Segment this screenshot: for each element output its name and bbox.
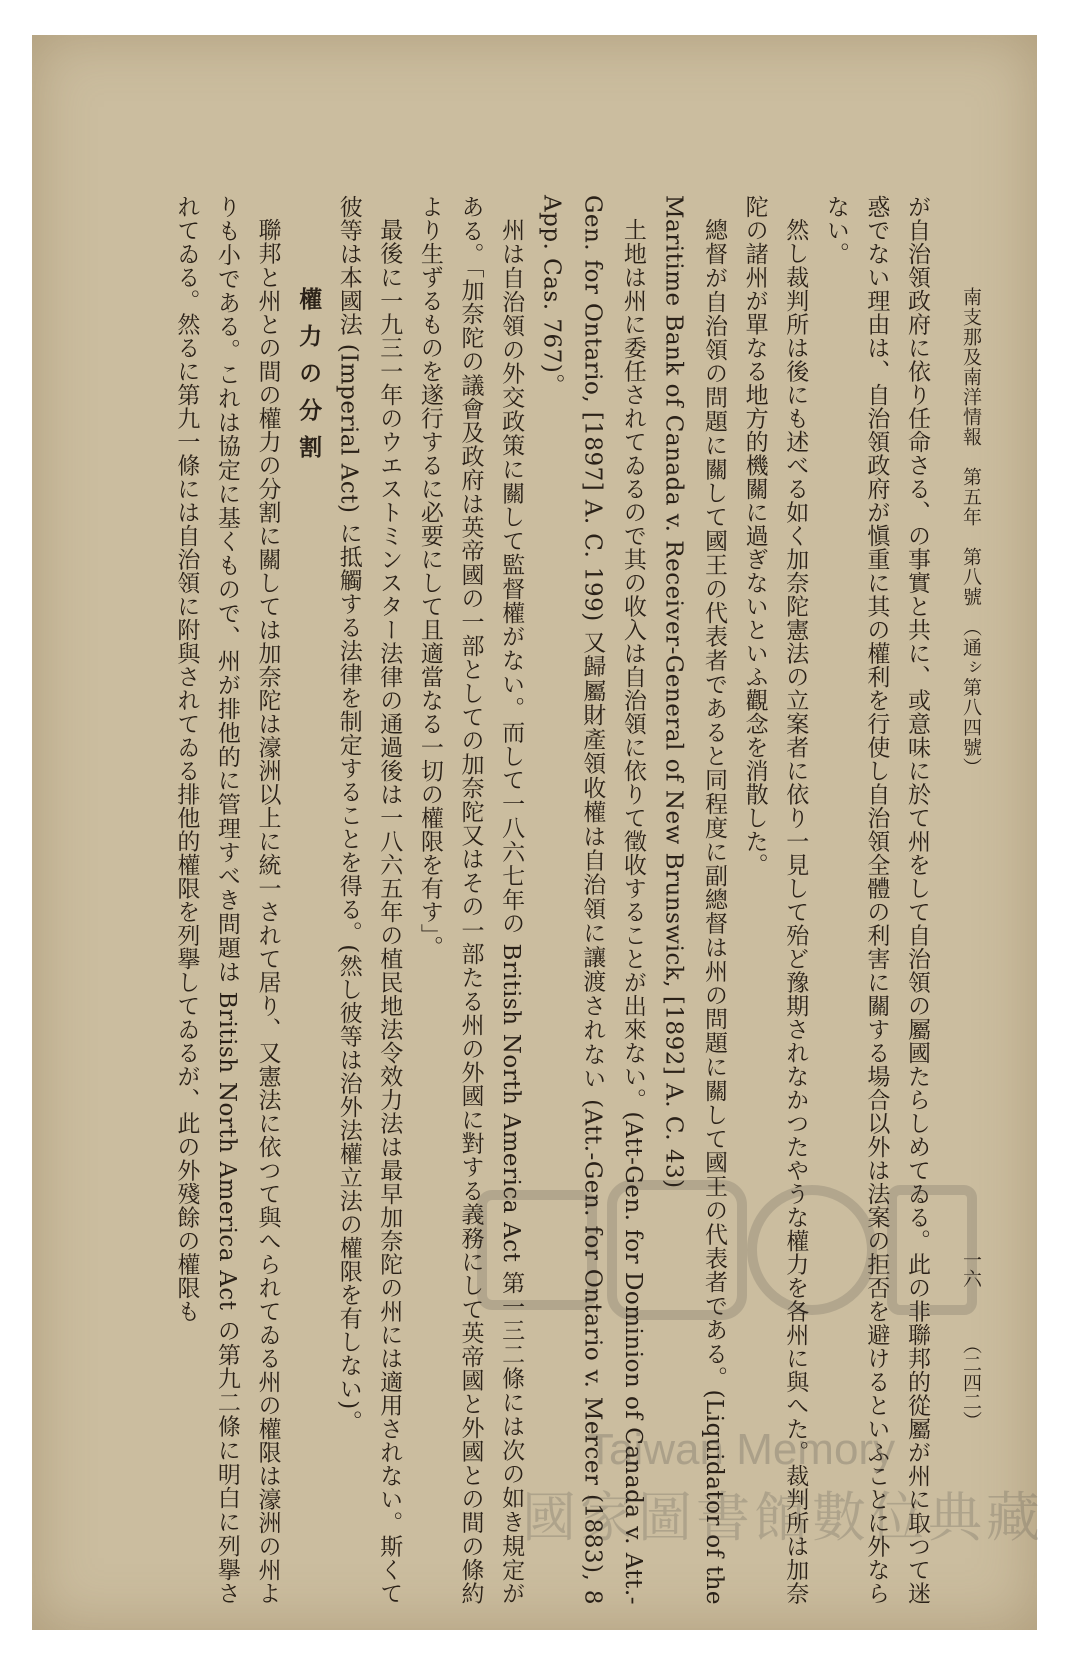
watermark-text-en: Taiwan Memory bbox=[587, 1425, 896, 1474]
book-page bbox=[32, 35, 1044, 1630]
paragraph-1: が自治領政府に依り任命さる、の事實と共に、或意味に於て州をして自治領の屬國たらしめてゐる。此の非聯邦的從屬が州に取つて迷惑でない理由は、自治領政府が愼重に其の權利を行使し自治領全體の利害に關する場合以外は法案の拒否を避けるといふことに外ならない。 bbox=[822, 195, 930, 1605]
paragraph-6: 最後に一九三一年のウエストミンスター法律の通過後は一八六五年の植民地法令效力法は最早加奈陀の州には適用されない。斯くて彼等は本國法 (Imperial Act) に抵觸する法律を制定することを得る。(然し彼等は治外法權立法の權限を有しない)。 bbox=[335, 195, 403, 1605]
folio: 一六 bbox=[960, 1250, 982, 1288]
section-heading: 權力の分割 bbox=[295, 287, 323, 472]
paragraph-4: 土地は州に委任されてゐるので其の收入は自治領に依りて徵收することが出來ない。(Att-Gen. for Dominion of Canada v. Att.-Gen. for Ontario, [1897] A. C. 199) 又歸屬財產領收權は自治領に讓渡されない (Att.-Gen. for Ontario v. Mercer (1883), 8 App. Cas. 767)。 bbox=[538, 195, 646, 1605]
paragraph-5: 州は自治領の外交政策に關して監督權がない。而して一八六七年の British North America Act 第一三二條には次の如き規定がある。「加奈陀の議會及政府は英帝國の一部としての加奈陀又はその一部たる州の外國に對する義務にして英帝國と外國との間の條約より生ずるものを遂行するに必要にして且適當なる一切の權限を有す」。 bbox=[416, 195, 525, 1605]
paragraph-3: 總督が自治領の問題に關して國王の代表者であると同程度に副總督は州の問題に關して國王の代表者である。(Liquidator of the Maritime Bank of Canada v. Receiver-General of New Brunswick, [1892] A. C. 43) bbox=[660, 195, 728, 1605]
watermark-text-zh: 國家圖書館數位典藏 bbox=[522, 1486, 1044, 1549]
running-head: 南支那及南洋情報 第五年 第八號 （通ㇱ第八四號） bbox=[960, 287, 982, 778]
page-number: （二四二） bbox=[960, 1335, 982, 1430]
paragraph-2: 然し裁判所は後にも述べる如く加奈陀憲法の立案者に依り一見して殆ど豫期されなかつたやうな權力を各州に與へた。裁判所は加奈陀の諸州が單なる地方的機關に過ぎないといふ觀念を消散した。 bbox=[741, 195, 809, 1605]
watermark-seal-icon bbox=[462, 1175, 982, 1455]
paragraph-7: 聯邦と州との間の權力の分割に關しては加奈陀は濠洲以上に統一されて居り、又憲法に依つて與へられてゐる州の權限は濠洲の州よりも小である。これは協定に基くもので、州が排他的に管理すべき問題は British North America Act の第九二條に明白に列擧されてゐる。然るに第九一條には自治領に附與されてゐる排他的權限を列擧してゐるが、此の外殘餘の權限も bbox=[173, 195, 281, 1605]
